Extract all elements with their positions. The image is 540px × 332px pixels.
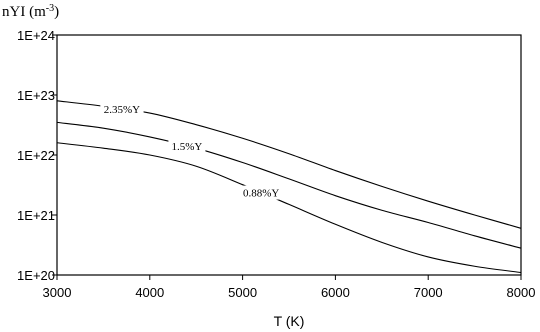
y-tick-label: 1E+22 [17, 148, 55, 163]
x-axis-title: T (K) [273, 313, 305, 329]
x-tick-label: 7000 [413, 285, 443, 300]
x-tick-label: 6000 [320, 285, 350, 300]
series-label-0: 2.35%Y [103, 103, 141, 116]
x-tick-label: 5000 [228, 285, 258, 300]
y-tick-label: 1E+23 [17, 88, 55, 103]
series-label-1: 1.5%Y [171, 140, 203, 153]
x-tick-labels [43, 285, 536, 300]
y-axis-title-text: nYI $(m^{-3})$ [2, 3, 60, 20]
series-label-2: 0.88%Y [242, 187, 280, 200]
y-tick-label: 1E+20 [17, 268, 55, 283]
plot-area [57, 35, 521, 275]
x-tick-label: 3000 [42, 285, 72, 300]
y-axis-title [2, 3, 59, 20]
y-tick-label: 1E+24 [17, 28, 55, 43]
x-tick-label: 4000 [135, 285, 165, 300]
x-tick-label: 8000 [506, 285, 536, 300]
y-tick-labels [17, 28, 55, 283]
y-tick-label: 1E+21 [17, 208, 55, 223]
